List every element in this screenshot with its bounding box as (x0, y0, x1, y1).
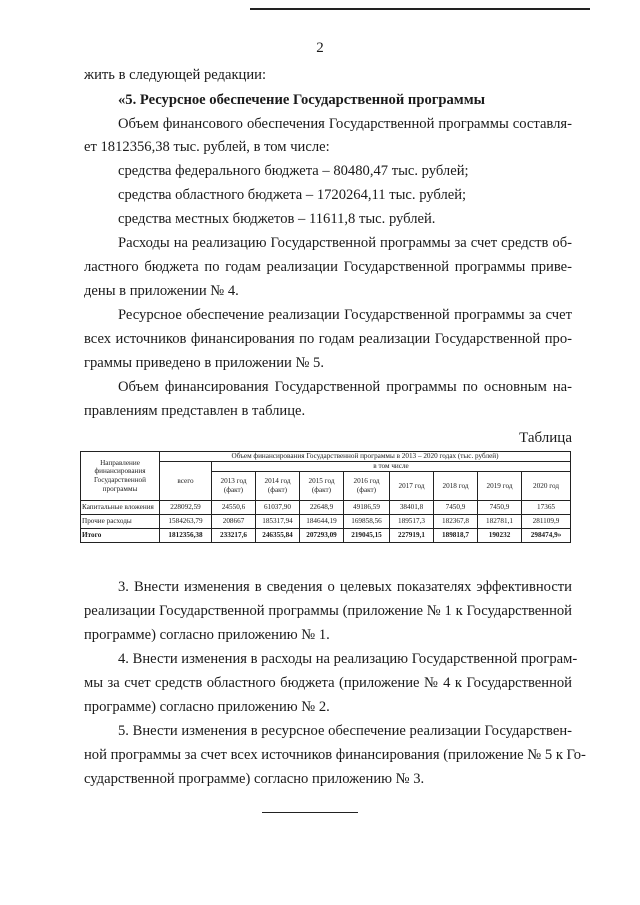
financing-table (80, 451, 571, 543)
table-header-year: 2020 год (522, 472, 571, 501)
text-line: средства федерального бюджета – 80480,47 тыс. рублей; (118, 163, 469, 179)
table-cell: 184644,19 (300, 515, 344, 529)
table-cell: 190232 (478, 529, 522, 543)
table-cell: 189517,3 (390, 515, 434, 529)
table-cell: 1812356,38 (160, 529, 212, 543)
item-line: сударственной программе) согласно приложению № 3. (84, 771, 425, 787)
text-line: Расходы на реализацию Государственной программы за счет средств об- (118, 235, 572, 251)
text-line: дены в приложении № 4. (84, 283, 239, 299)
table-header-year: 2015 год (факт) (300, 472, 344, 501)
table-header-year: 2018 год (434, 472, 478, 501)
bottom-rule (262, 812, 358, 813)
item-line: 5. Внести изменения в ресурсное обеспечение реализации Государствен- (118, 723, 572, 739)
table-cell: 38401,8 (390, 501, 434, 515)
table-cell: 233217,6 (212, 529, 256, 543)
table-cell: 7450,9 (434, 501, 478, 515)
table-cell: 228092,59 (160, 501, 212, 515)
table-header-year: 2013 год (факт) (212, 472, 256, 501)
page-number: 2 (316, 40, 324, 56)
text-line: Ресурсное обеспечение реализации Государственной программы за счет (118, 307, 572, 323)
table-subheader: в том числе (212, 462, 571, 472)
text-line: ластного бюджета по годам реализации Государственной программы приве- (84, 259, 572, 275)
text-line: Объем финансового обеспечения Государственной программы составля- (118, 116, 572, 132)
table-cell: 182781,1 (478, 515, 522, 529)
item-line: ной программы за счет всех источников финансирования (приложение № 5 к Го- (84, 747, 586, 763)
table-row-total (81, 529, 571, 543)
table-cell: 189818,7 (434, 529, 478, 543)
table-row (81, 501, 571, 515)
text-line: средства местных бюджетов – 11611,8 тыс. рублей. (118, 211, 436, 227)
table-cell: 7450,9 (478, 501, 522, 515)
row-name: Прочие расходы (81, 515, 160, 529)
table-cell: 281109,9 (522, 515, 571, 529)
item-line: программе) согласно приложению № 2. (84, 699, 330, 715)
table-cell: 219045,15 (344, 529, 390, 543)
table-cell: 49186,59 (344, 501, 390, 515)
table-header-year: 2014 год (факт) (256, 472, 300, 501)
text-line: средства областного бюджета – 1720264,11 тыс. рублей; (118, 187, 467, 203)
table-cell: 1584263,79 (160, 515, 212, 529)
table-cell: 61037,90 (256, 501, 300, 515)
table-cell: 182367,8 (434, 515, 478, 529)
table-cell: 17365 (522, 501, 571, 515)
item-line: 4. Внести изменения в расходы на реализацию Государственной програм- (118, 651, 578, 667)
row-name: Капитальные вложения (81, 501, 160, 515)
item-line: программе) согласно приложению № 1. (84, 627, 330, 643)
table-cell: 246355,84 (256, 529, 300, 543)
text-line: всех источников финансирования по годам реализации Государственной про- (84, 331, 572, 347)
table-header-year: 2016 год (факт) (344, 472, 390, 501)
row-name: Итого (81, 529, 160, 543)
table-header-direction: Направление финансирования Государственной программы (81, 452, 160, 501)
text-line: граммы приведено в приложении № 5. (84, 355, 324, 371)
table-cell: 208667 (212, 515, 256, 529)
table-cell: 227919,1 (390, 529, 434, 543)
text-line: правлениям представлен в таблице. (84, 403, 306, 419)
item-line: реализации Государственной программы (приложение № 1 к Государственной (84, 603, 572, 619)
text-line: Объем финансирования Государственной программы по основным на- (118, 379, 572, 395)
table-row (81, 515, 571, 529)
table-header-group: Объем финансирования Государственной программы в 2013 – 2020 годах (тыс. рублей) (160, 452, 571, 462)
table-header-total: всего (160, 462, 212, 501)
top-rule (250, 8, 590, 10)
item-line: 3. Внести изменения в сведения о целевых показателях эффективности (118, 579, 572, 595)
table-cell: 298474,9» (522, 529, 571, 543)
text-line: жить в следующей редакции: (84, 67, 267, 83)
table-cell: 185317,94 (256, 515, 300, 529)
item-line: мы за счет средств областного бюджета (приложение № 4 к Государственной (84, 675, 572, 691)
text-line: ет 1812356,38 тыс. рублей, в том числе: (84, 139, 330, 155)
table-label: Таблица (519, 430, 572, 446)
table-cell: 169858,56 (344, 515, 390, 529)
table-cell: 24550,6 (212, 501, 256, 515)
table-cell: 22648,9 (300, 501, 344, 515)
section-heading: «5. Ресурсное обеспечение Государственной программы (118, 92, 486, 108)
table-cell: 207293,09 (300, 529, 344, 543)
table-header-year: 2017 год (390, 472, 434, 501)
table-header-year: 2019 год (478, 472, 522, 501)
